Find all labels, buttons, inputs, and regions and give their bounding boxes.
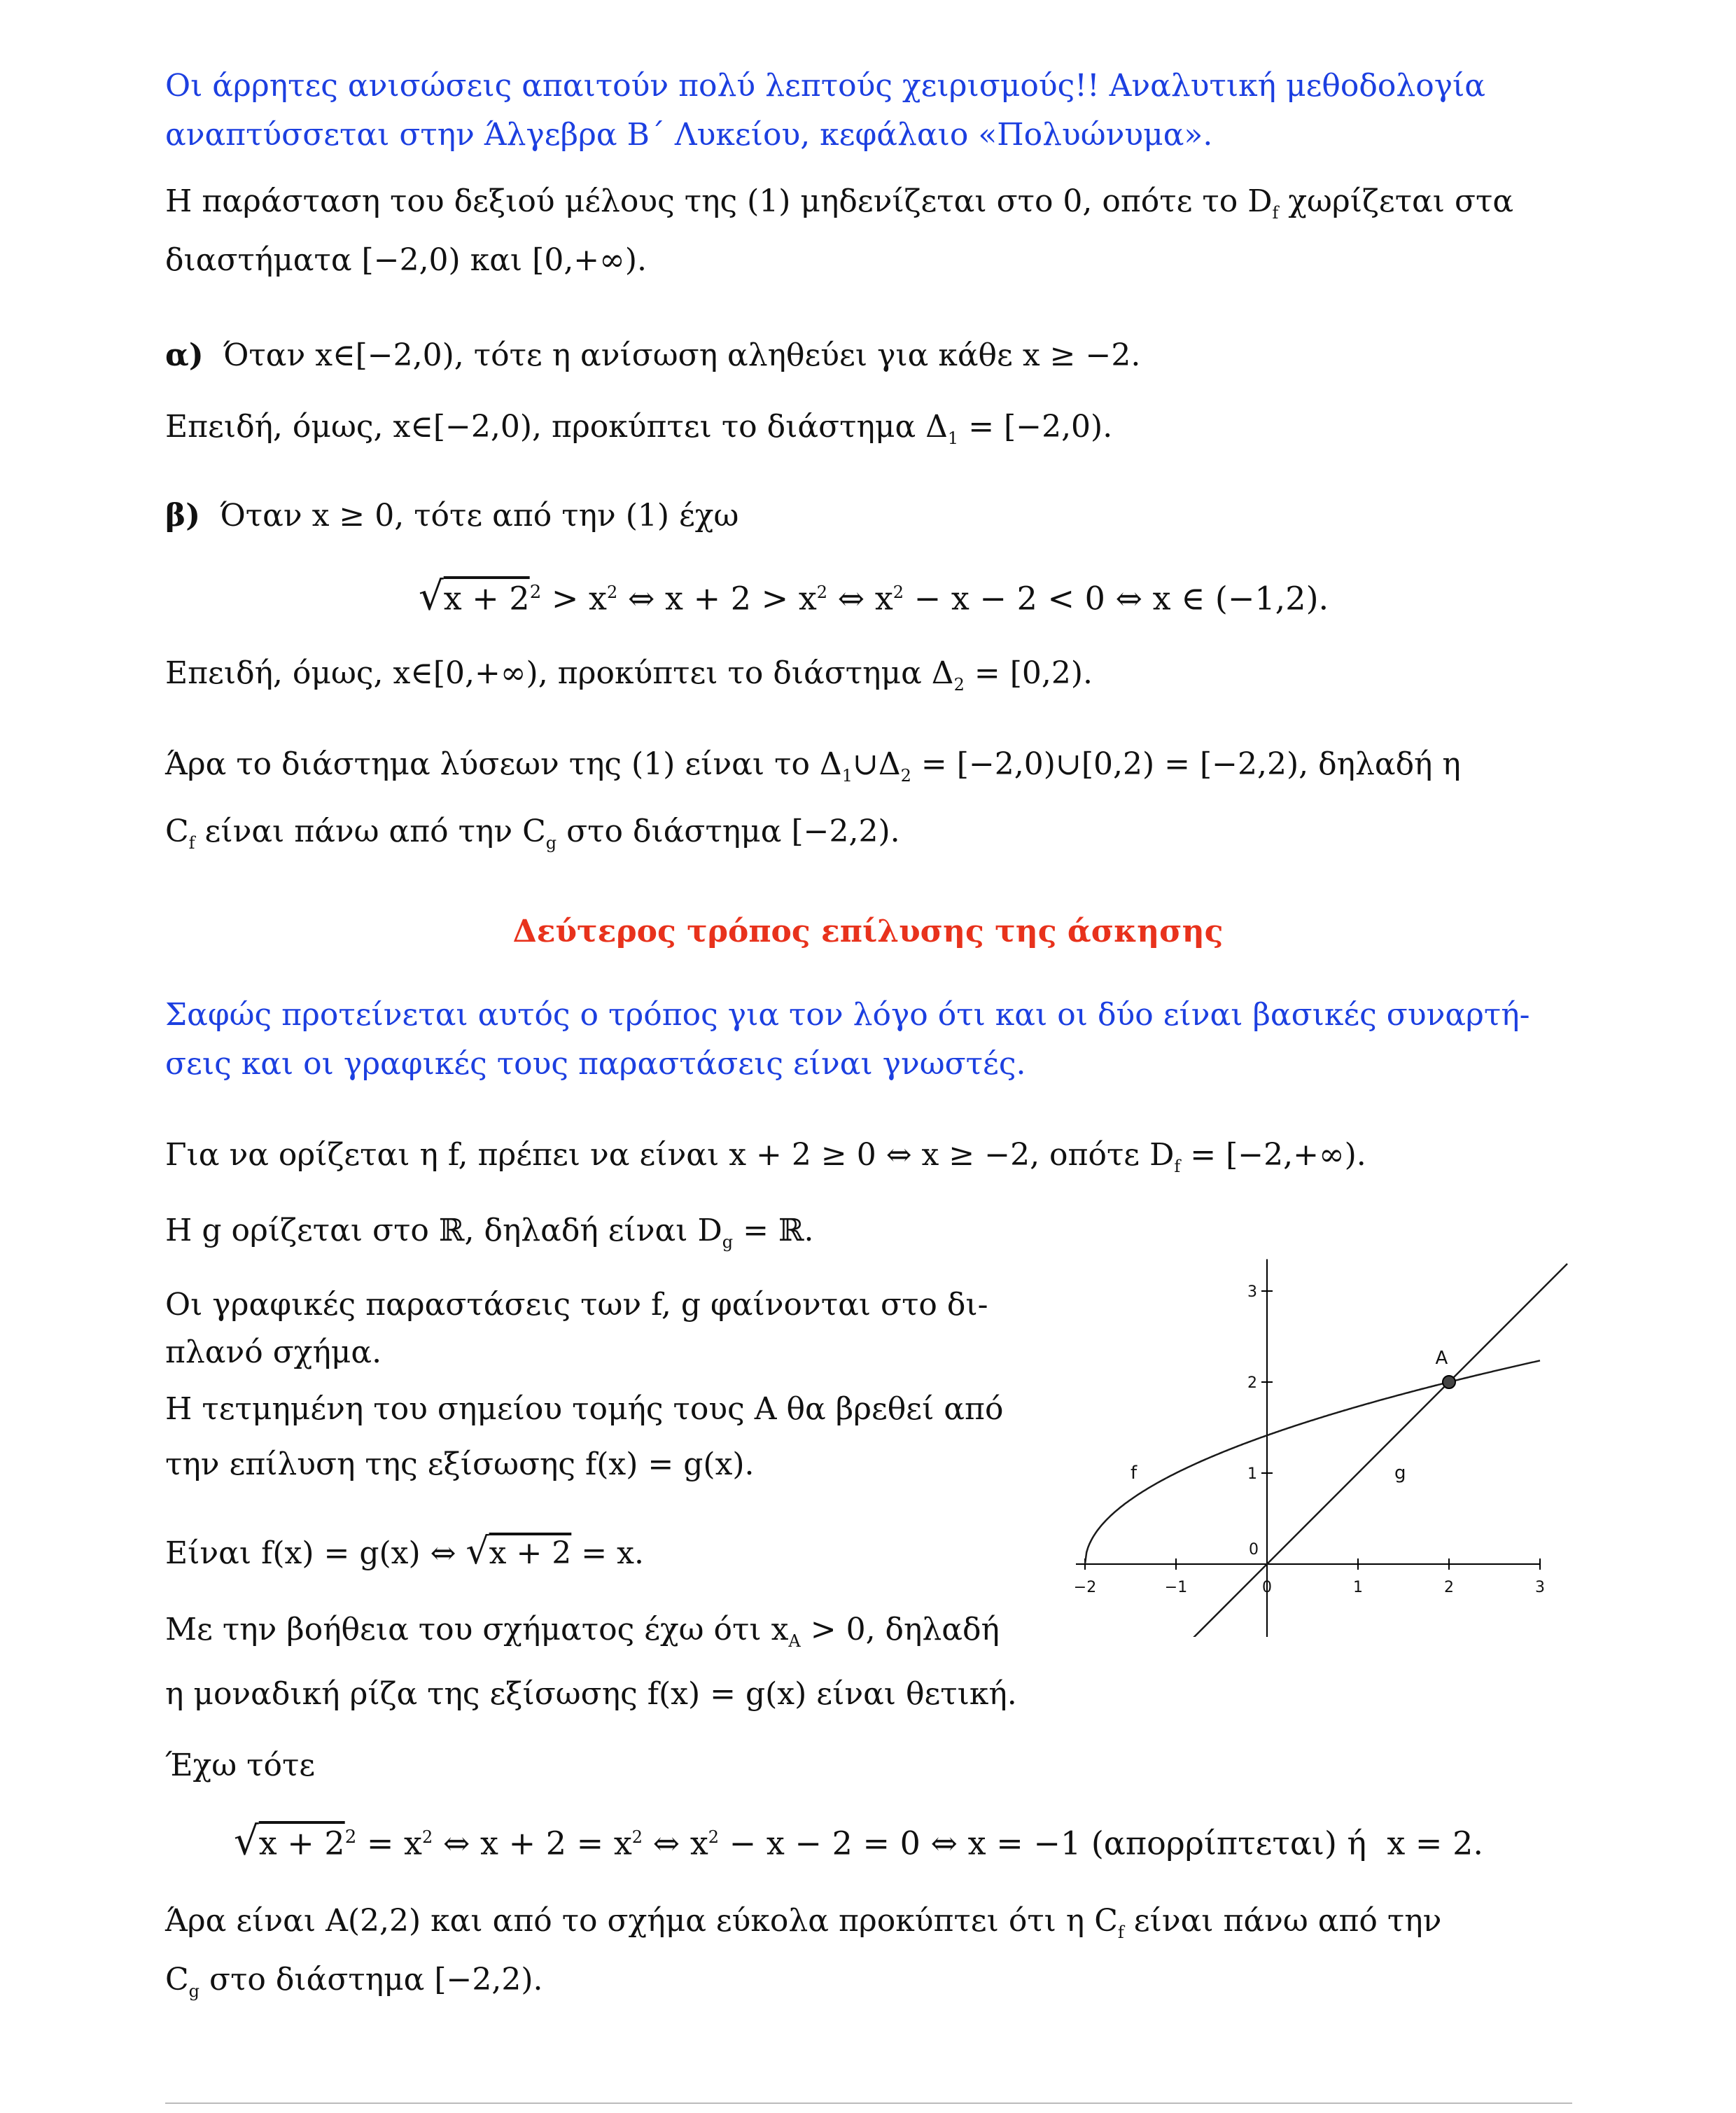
x-tick-label: −1 <box>1164 1579 1188 1596</box>
x-tick-label: 2 <box>1444 1579 1454 1596</box>
intro-note-line-2: αναπτύσσεται στην Άλγεβρα Β΄ Λυκείου, κεφάλαιο «Πολυώνυμα». <box>165 117 1213 153</box>
conclusion1-line-2: $C_f$ είναι πάνω από την $C_g$ στο διάστημα [−2,2). <box>165 814 900 853</box>
graph-text-line-2: πλανό σχήμα. <box>165 1334 382 1370</box>
domain-g: Η g ορίζεται στο ℝ, δηλαδή είναι $D_g$ = ℝ. <box>165 1213 814 1252</box>
conclusion1-line-1: Άρα το διάστημα λύσεων της (1) είναι το $\Delta_1\cup\Delta_2$ = [−2,0)∪[0,2) = [−2,2), δηλαδή η <box>165 746 1461 786</box>
final-line-1: Άρα είναι A(2,2) και από το σχήμα εύκολα προκύπτει ότι η $C_f$ είναι πάνω από την <box>165 1903 1442 1942</box>
y-tick-label: 2 <box>1247 1374 1257 1392</box>
case-a-line: α) Όταν x∈[−2,0), τότε η ανίσωση αληθεύει για κάθε x ≥ −2. <box>165 337 1141 373</box>
graph-text-line-1: Οι γραφικές παραστάσεις των f, g φαίνονται στο δι- <box>165 1287 988 1323</box>
function-graph <box>1061 1245 1593 1637</box>
x-tick-label: 0 <box>1262 1579 1272 1596</box>
case-b-followup: Επειδή, όμως, x∈[0,+∞), προκύπτει το διάστημα $\Delta_2 = [0,2)$. <box>165 655 1093 695</box>
x-tick-label: −2 <box>1073 1579 1097 1596</box>
line-g-label: g <box>1394 1463 1406 1484</box>
page-bottom-rule <box>165 2102 1572 2104</box>
x-tick-label: 3 <box>1535 1579 1545 1596</box>
graph-text-line-3: Η τετμημένη του σημείου τομής τους A θα βρεθεί από <box>165 1391 1004 1427</box>
intro-note-line-1: Οι άρρητες ανισώσεις απαιτούν πολύ λεπτούς χειρισμούς!! Αναλυτική μεθοδολογία <box>165 68 1485 104</box>
equation2: $√x + 2^2 = x^2$ ⇔ $x + 2 = x^2$ ⇔ $x^2 - x - 2 = 0$ ⇔ x = −1 (απορρίπτεται) ή x = 2. <box>234 1818 1483 1864</box>
equality-line: Είναι f(x) = g(x) ⇔ √x + 2 = x. <box>165 1530 644 1572</box>
line-g <box>1190 1264 1568 1637</box>
case-b-line: β) Όταν x ≥ 0, τότε από την (1) έχω <box>165 498 739 534</box>
second-note-line-2: σεις και οι γραφικές τους παραστάσεις είναι γνωστές. <box>165 1046 1026 1082</box>
section-title: Δεύτερος τρόπος επίλυσης της άσκησης <box>512 914 1224 949</box>
y-tick-label: 3 <box>1247 1283 1257 1301</box>
x-tick-label: 1 <box>1353 1579 1363 1596</box>
case-a-followup: Επειδή, όμως, x∈[−2,0), προκύπτει το διάστημα $\Delta_1 = [-2,0)$. <box>165 409 1113 448</box>
para1-line-2: διαστήματα [−2,0) και [0,+∞). <box>165 242 647 278</box>
y-tick-label: 1 <box>1247 1465 1257 1483</box>
final-line-2: $C_g$ στο διάστημα [−2,2). <box>165 1962 543 2001</box>
graph-plots <box>1085 1264 1567 1637</box>
curve-f <box>1085 1360 1540 1564</box>
graph-labels <box>1074 1283 1545 1596</box>
graph-axes <box>1073 1260 1540 1638</box>
point-A-label: A <box>1435 1348 1448 1369</box>
sign-text-line-2: η μοναδική ρίζα της εξίσωσης f(x) = g(x) είναι θετική. <box>165 1676 1017 1712</box>
graph-text-line-4: την επίλυση της εξίσωσης f(x) = g(x). <box>165 1446 755 1482</box>
sign-text-line-1: Με την βοήθεια του σχήματος έχω ότι $x_A > 0$, δηλαδή <box>165 1612 1000 1651</box>
point-A <box>1443 1376 1455 1388</box>
domain-f: Για να ορίζεται η f, πρέπει να είναι x + 2 ≥ 0 ⇔ x ≥ −2, οπότε $D_f = [-2,+\infty)$. <box>165 1137 1366 1176</box>
curve-f-label: f <box>1130 1463 1138 1484</box>
origin-label: 0 <box>1249 1541 1259 1558</box>
then-line: Έχω τότε <box>165 1748 316 1783</box>
second-note-line-1: Σαφώς προτείνεται αυτός ο τρόπος για τον λόγο ότι και οι δύο είναι βασικές συναρτή- <box>165 997 1530 1033</box>
para1-line-1: Η παράσταση του δεξιού μέλους της (1) μηδενίζεται στο 0, οπότε το $D_f$ χωρίζεται στα <box>165 183 1514 223</box>
case-b-equation: $√x + 2^2 > x^2$ ⇔ $x + 2 > x^2$ ⇔ $x^2 - x - 2 < 0$ ⇔ x ∈ (−1,2). <box>419 573 1329 620</box>
